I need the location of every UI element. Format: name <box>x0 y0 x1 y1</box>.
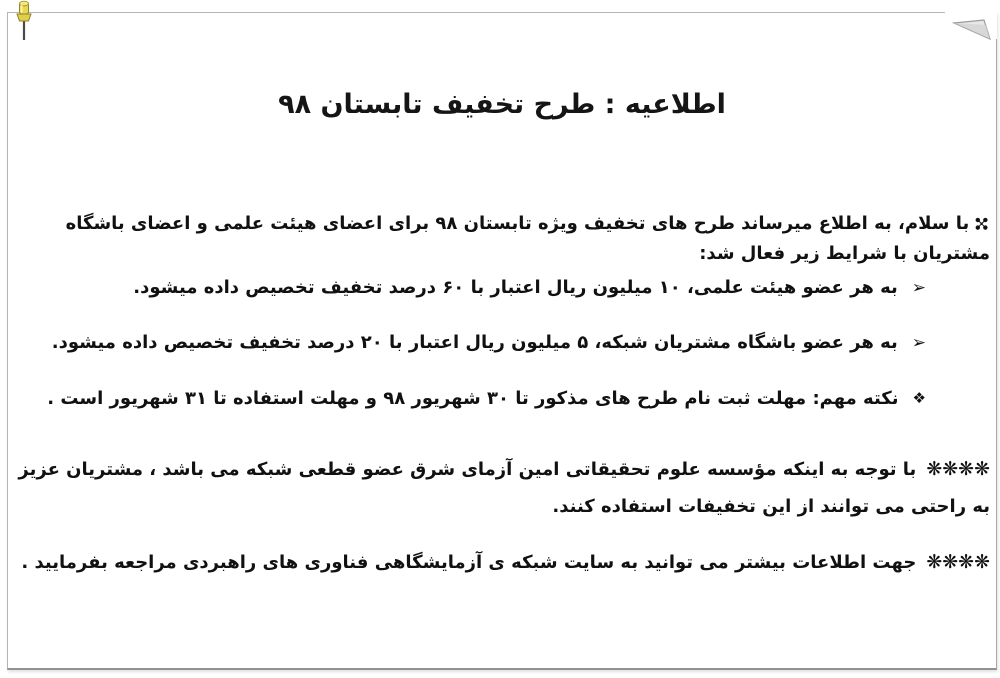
diamond-bullet-icon: ❖ <box>912 389 926 407</box>
asterisks-icon: ❋❋❋❋ <box>926 458 990 480</box>
pushpin-icon <box>12 0 36 44</box>
list-item <box>38 275 926 301</box>
paper-sheet <box>7 12 997 670</box>
arrow-bullet-icon: ➢ <box>911 333 926 353</box>
intro-text: با سلام، به اطلاع میرساند طرح های تخفیف ویژه تابستان ۹۸ برای اعضای هیئت علمی و اعضای باشگاه مشتریان با شرایط زیر فعال شد: <box>65 213 990 264</box>
list-item-text: نکته مهم: مهلت ثبت نام طرح های مذکور تا ۳۰ شهریور ۹۸ و مهلت استفاده تا ۳۱ شهریور است . <box>47 388 899 409</box>
list-item-text: به هر عضو باشگاه مشتریان شبکه، ۵ میلیون ریال اعتبار با ۲۰ درصد تخفیف تخصیص داده میشود. <box>51 332 898 353</box>
asterisks-icon: ❋❋❋❋ <box>926 551 990 573</box>
page-title: اطلاعیه : طرح تخفیف تابستان ۹۸ <box>278 89 726 120</box>
arrow-bullet-icon: ➢ <box>911 278 926 298</box>
folded-corner-icon <box>945 12 997 44</box>
list-item-text: به هر عضو هیئت علمی، ۱۰ میلیون ریال اعتبار با ۶۰ درصد تخفیف تخصیص داده میشود. <box>133 277 898 298</box>
note-paragraph <box>14 451 990 525</box>
list-item <box>38 385 926 412</box>
note-text: جهت اطلاعات بیشتر می توانید به سایت شبکه ی آزمایشگاهی فناوری های راهبردی مراجعه بفرمایید . <box>21 552 917 573</box>
intro-paragraph <box>14 209 997 269</box>
discount-list <box>38 275 926 441</box>
note-text: با توجه به اینکه مؤسسه علوم تحقیقاتی امین آزمای شرق عضو قطعی شبکه می باشد ، مشتریان عزیز به راحتی می توانند از این تخفیفات استفاده کنند. <box>18 459 990 517</box>
list-item <box>38 330 926 356</box>
note-paragraph <box>14 544 990 581</box>
pinwheel-star-icon: ✣ <box>967 209 997 239</box>
